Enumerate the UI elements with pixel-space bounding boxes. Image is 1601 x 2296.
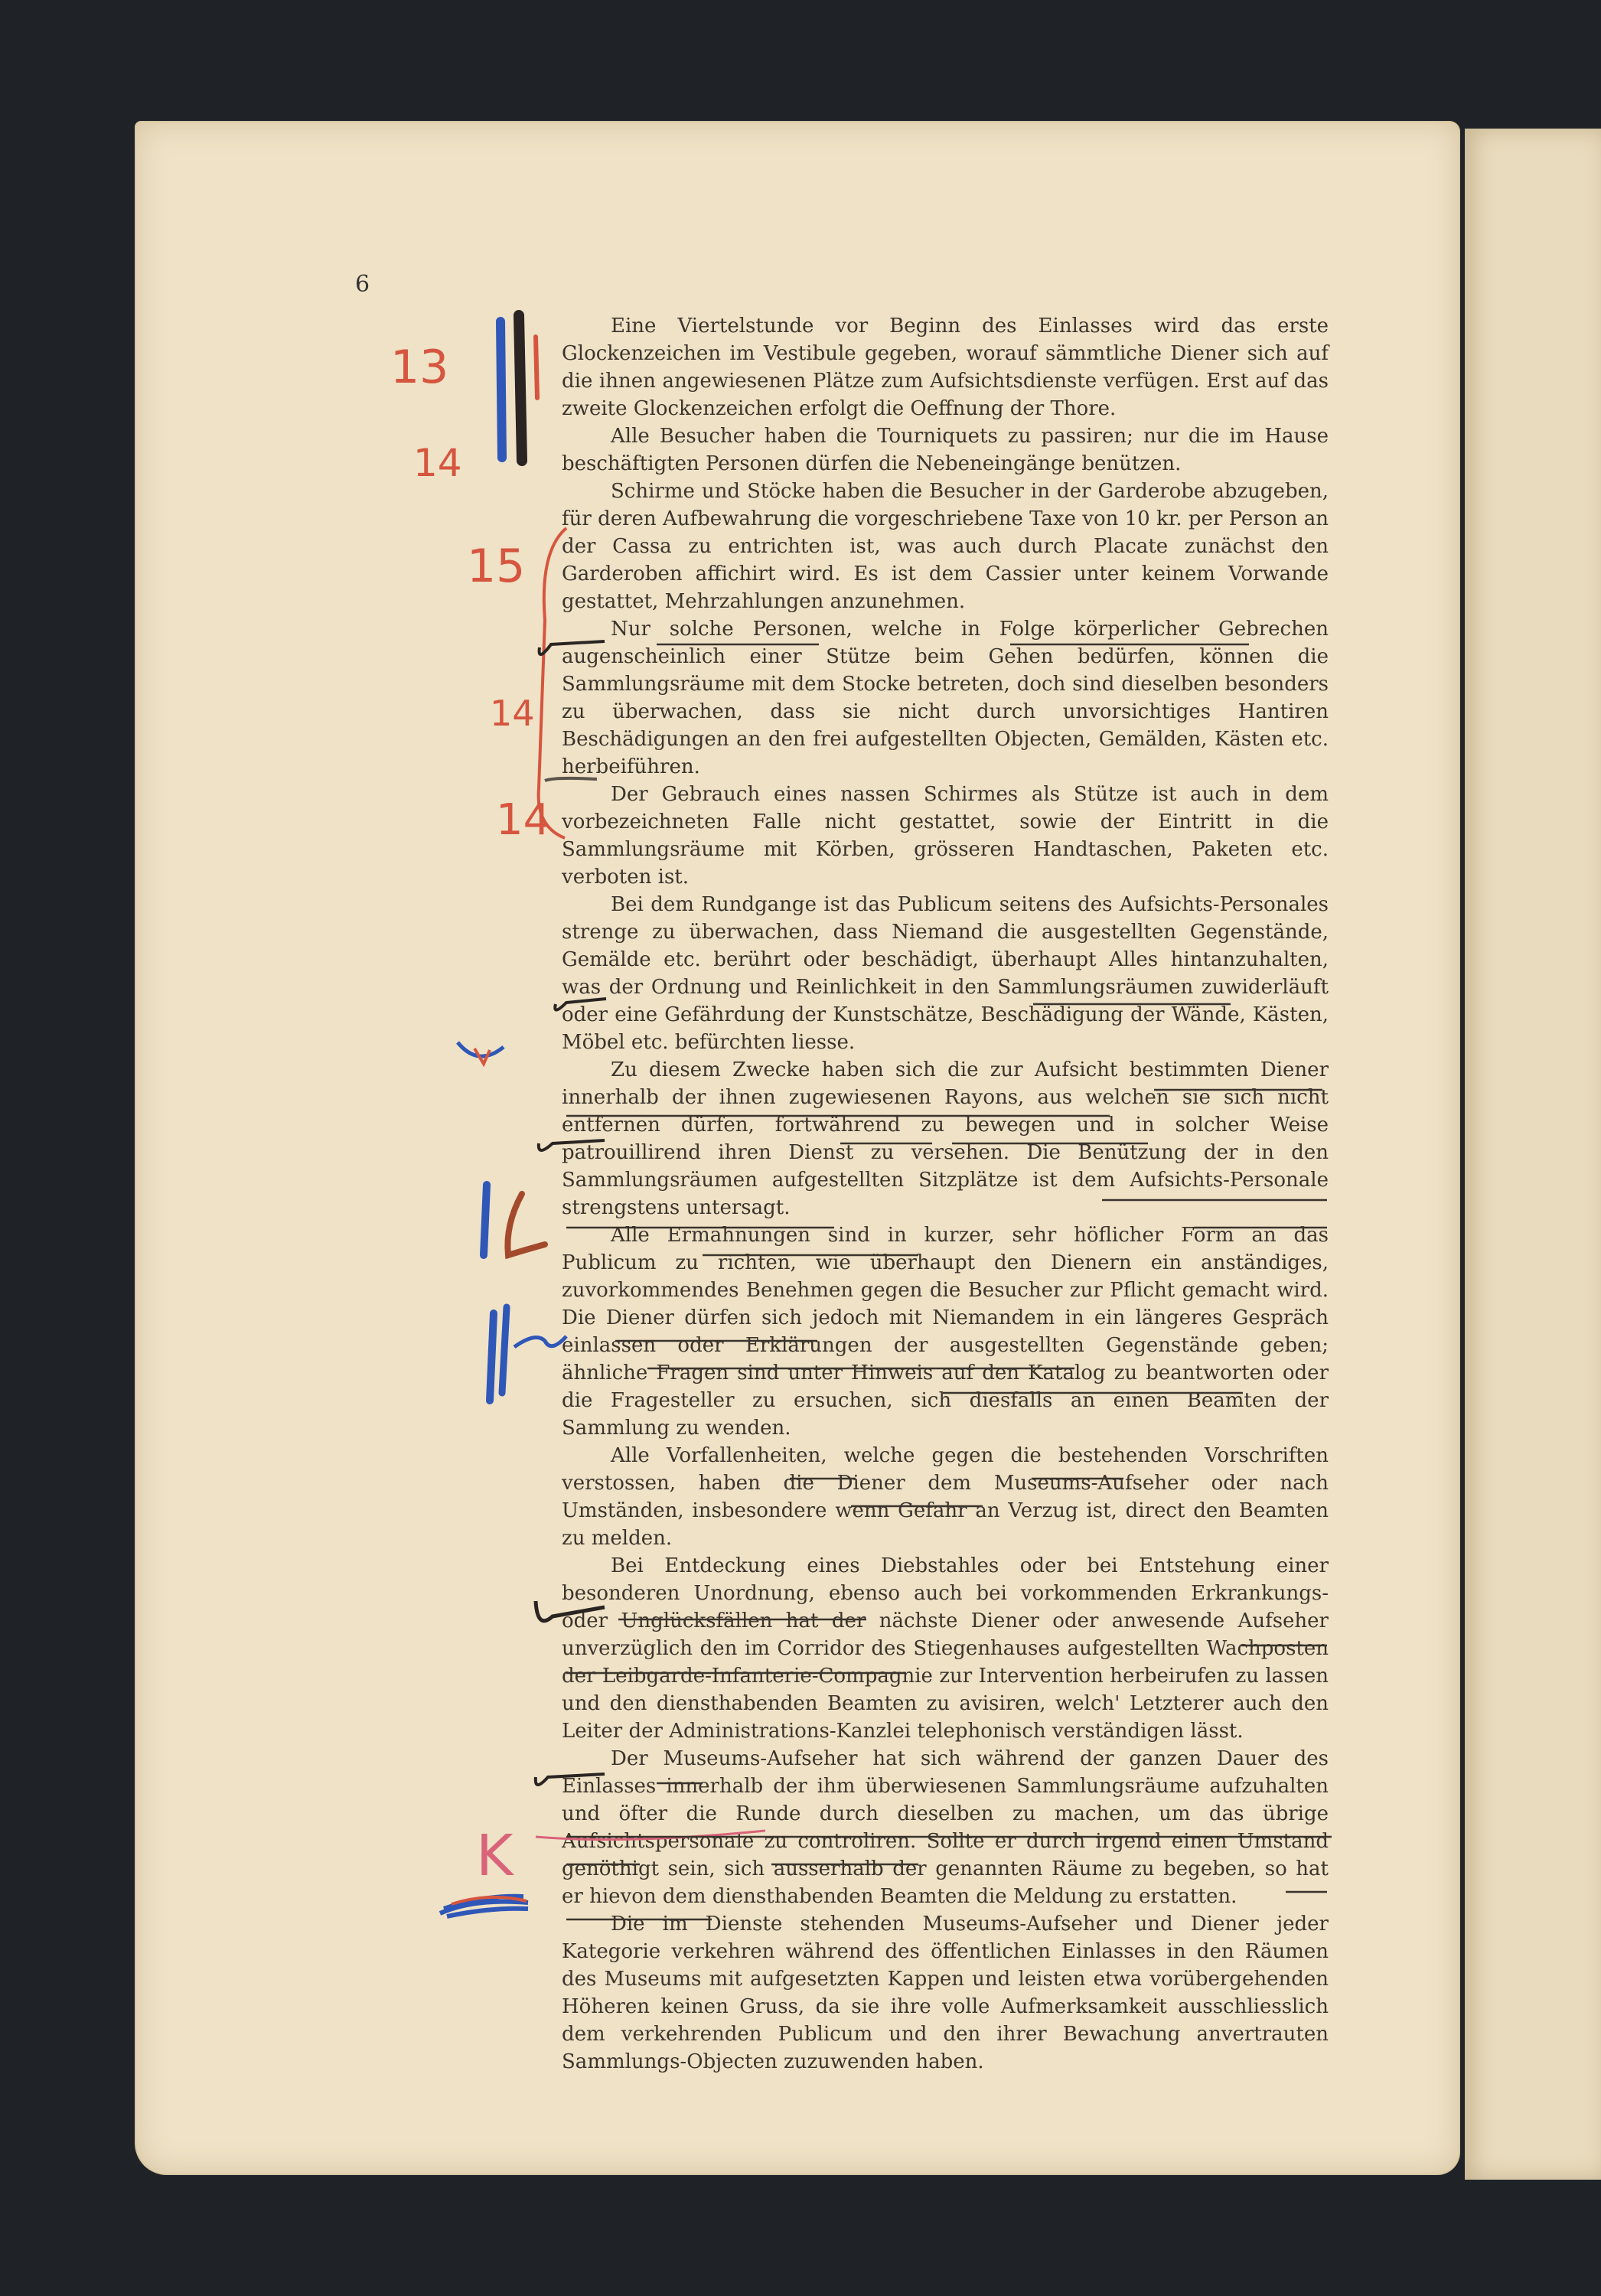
paragraph-5: Der Gebrauch eines nassen Schirmes als Stütze ist auch in dem vorbezeichneten Falle nicht gestattet, sowie der Eintritt in die Sammlungsräume mit Körben, grösseren Handtaschen, Paketen etc. verboten ist. — [562, 783, 1329, 889]
margin-number-15: 15 — [467, 540, 526, 593]
paragraph-2: Alle Besucher haben die Tourniquets zu passiren; nur die im Hause beschäftigten Personen dürfen die Nebeneingänge benützen. — [562, 425, 1329, 475]
margin-number-14a: 14 — [413, 441, 462, 485]
paragraph-9: Alle Vorfallenheiten, welche gegen die bestehenden Vorschriften verstossen, haben die Diener dem Museums-Aufseher oder nach Umständen, insbesondere wenn Gefahr an Verzug ist, direct den Beamten zu melden. — [562, 1444, 1329, 1550]
page-number: 6 — [355, 271, 370, 298]
margin-letter-k: K — [476, 1823, 514, 1889]
paragraph-3: Schirme und Stöcke haben die Besucher in der Garderobe abzugeben, für deren Aufbewahrung die vorgeschriebene Taxe von 10 kr. per Person an der Cassa zu entrichten ist, was auch durch Placate zunächst den Garderoben affichirt wird. Es ist dem Cassier unter keinem Vorwande gestattet, Mehrzahlungen anzunehmen. — [562, 480, 1329, 613]
paragraph-4: Nur solche Personen, welche in Folge körperlicher Gebrechen augenscheinlich einer Stütze beim Gehen bedürfen, können die Sammlungsräume mit dem Stocke betreten, doch sind dieselben besonders zu überwachen, dass sie nicht durch unvorsichtiges Hantiren Beschädigungen an den frei aufgestellten Objecten, Gemälden, Kästen etc. herbeiführen. — [562, 618, 1329, 778]
paragraph-8: Alle Ermahnungen sind in kurzer, sehr höflicher Form an das Publicum zu richten, wie überhaupt den Dienern ein anständiges, zuvorkommendes Benehmen gegen die Besucher zur Pflicht gemacht wird. Die Diener dürfen sich jedoch mit Niemandem in ein längeres Gespräch einlassen oder Erklärungen der ausgestellten Gegenstände geben; ähnliche Fragen sind unter Hinweis auf den Katalog zu beantworten oder die Fragesteller zu ersuchen, sich diesfalls an einen Beamten der Sammlung zu wenden. — [562, 1224, 1329, 1440]
document-body — [562, 312, 1329, 2076]
paragraph-11: Der Museums-Aufseher hat sich während der ganzen Dauer des Einlasses innerhalb der ihm überwiesenen Sammlungsräume aufzuhalten und öfter die Runde durch dieselben zu machen, um das übrige Aufsichtspersonale zu controliren. Sollte er durch irgend einen Umstand genöthigt sein, sich ausserhalb der genannten Räume zu begeben, so hat er hievon dem diensthabenden Beamten die Meldung zu erstatten. — [562, 1747, 1329, 1908]
margin-number-14b: 14 — [490, 693, 535, 734]
margin-number-13: 13 — [390, 341, 449, 394]
paragraph-1: Eine Viertelstunde vor Beginn des Einlasses wird das erste Glockenzeichen im Vestibule gegeben, worauf sämmtliche Diener sich auf die ihnen angewiesenen Plätze zum Aufsichtsdienste verfügen. Erst auf das zweite Glockenzeichen erfolgt die Oeffnung der Thore. — [562, 315, 1329, 420]
margin-number-14c: 14 — [496, 795, 551, 845]
paragraph-7: Zu diesem Zwecke haben sich die zur Aufsicht bestimmten Diener innerhalb der ihnen zugewiesenen Rayons, aus welchen sie sich nicht entfernen dürfen, fortwährend zu bewegen und in solcher Weise patrouillirend ihren Dienst zu versehen. Die Benützung der in den Sammlungsräumen aufgestellten Sitzplätze ist dem Aufsichts-Personale strengstens untersagt. — [562, 1058, 1329, 1219]
paragraph-12: Die im Dienste stehenden Museums-Aufseher und Diener jeder Kategorie verkehren während des öffentlichen Einlasses in den Räumen des Museums mit aufgesetzten Kappen und leisten etwa vorübergehenden Höheren keinen Gruss, da sie ihre volle Aufmerksamkeit ausschliesslich dem verkehrenden Publicum und den ihrer Bewachung anvertrauten Sammlungs-Objecten zuzuwenden haben. — [562, 1913, 1329, 2073]
adjacent-page-edge — [1465, 129, 1601, 2180]
paragraph-6: Bei dem Rundgange ist das Publicum seitens des Aufsichts-Personales strenge zu überwachen, dass Niemand die ausgestellten Gegenstände, Gemälde etc. berührt oder beschädigt, überhaupt Alles hintanzuhalten, was der Ordnung und Reinlichkeit in den Sammlungsräumen zuwiderläuft oder eine Gefährdung der Kunstschätze, Beschädigung der Wände, Kästen, Möbel etc. befürchten liesse. — [562, 893, 1329, 1054]
paragraph-10: Bei Entdeckung eines Diebstahles oder bei Entstehung einer besonderen Unordnung, ebenso auch bei vorkommenden Erkrankungs- oder Unglücksfällen hat der nächste Diener oder anwesende Aufseher unverzüglich den im Corridor des Stiegenhauses aufgestellten Wachposten der Leibgarde-Infanterie-Compagnie zur Intervention herbeirufen zu lassen und den diensthabenden Beamten zu avisiren, welch' Letzterer auch den Leiter der Administrations-Kanzlei telephonisch verständigen lässt. — [562, 1554, 1329, 1743]
